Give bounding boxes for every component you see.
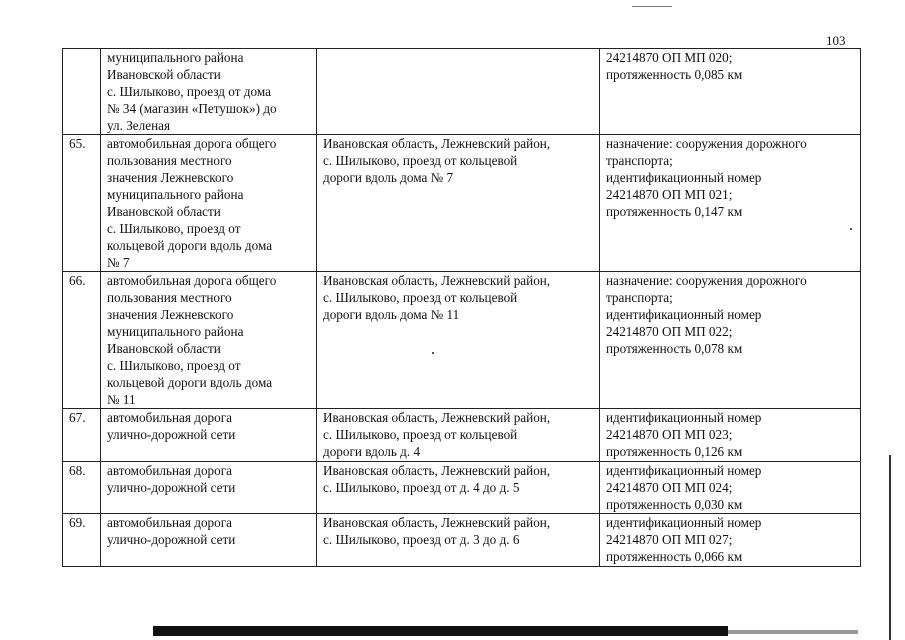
- road-name-line: пользования местного: [107, 290, 232, 305]
- road-name-line: автомобильная дорога общего: [107, 136, 277, 151]
- road-name-cell: [101, 49, 317, 135]
- description-line: идентификационный номер: [606, 307, 762, 322]
- road-name-line: улично-дорожной сети: [107, 532, 236, 547]
- road-name-cell: [101, 409, 317, 462]
- location-cell: [317, 514, 600, 567]
- description-cell: [600, 135, 861, 272]
- location-line: дороги вдоль д. 4: [323, 444, 421, 459]
- table-row: [63, 135, 861, 272]
- description-line: протяженность 0,066 км: [606, 549, 743, 564]
- road-name-line: значения Лежневского: [107, 170, 234, 185]
- row-number: 67.: [63, 409, 101, 462]
- description-line: идентификационный номер: [606, 515, 762, 530]
- road-name-line: муниципального района: [107, 187, 244, 202]
- description-line: протяженность 0,030 км: [606, 497, 743, 512]
- location-line: Ивановская область, Лежневский район,: [323, 410, 551, 425]
- description-line: 24214870 ОП МП 024;: [606, 480, 733, 495]
- description-cell: [600, 462, 861, 514]
- road-name-line: ул. Зеленая: [107, 118, 171, 133]
- location-cell: [317, 409, 600, 462]
- scan-speck: [432, 352, 434, 354]
- description-cell: [600, 409, 861, 462]
- table-row: [63, 272, 861, 409]
- location-cell: [317, 135, 600, 272]
- scan-artifact-line: [632, 6, 672, 7]
- road-name-line: автомобильная дорога общего: [107, 273, 277, 288]
- road-name-line: автомобильная дорога: [107, 515, 233, 530]
- road-name-line: автомобильная дорога: [107, 463, 233, 478]
- location-line: Ивановская область, Лежневский район,: [323, 515, 551, 530]
- road-name-cell: [101, 462, 317, 514]
- description-line: 24214870 ОП МП 021;: [606, 187, 733, 202]
- road-name-line: с. Шилыково, проезд от дома: [107, 84, 271, 99]
- table-row: [63, 514, 861, 567]
- road-name-line: муниципального района: [107, 324, 244, 339]
- road-registry-table: [62, 48, 861, 567]
- description-line: назначение: сооружения дорожного: [606, 273, 807, 288]
- road-name-cell: [101, 514, 317, 567]
- road-name-line: значения Лежневского: [107, 307, 234, 322]
- road-name-line: кольцевой дороги вдоль дома: [107, 375, 273, 390]
- road-name-cell: [101, 272, 317, 409]
- road-name-line: № 11: [107, 392, 136, 407]
- description-line: идентификационный номер: [606, 463, 762, 478]
- location-line: Ивановская область, Лежневский район,: [323, 463, 551, 478]
- road-name-line: Ивановской области: [107, 341, 221, 356]
- scan-right-edge: [889, 455, 891, 640]
- road-name-line: улично-дорожной сети: [107, 427, 236, 442]
- location-line: Ивановская область, Лежневский район,: [323, 136, 551, 151]
- road-name-line: кольцевой дороги вдоль дома: [107, 238, 273, 253]
- description-line: 24214870 ОП МП 022;: [606, 324, 733, 339]
- location-cell: [317, 49, 600, 135]
- description-cell: [600, 514, 861, 567]
- description-line: протяженность 0,078 км: [606, 341, 743, 356]
- road-name-line: муниципального района: [107, 50, 244, 65]
- table-row: [63, 462, 861, 514]
- road-name-line: пользования местного: [107, 153, 232, 168]
- location-line: с. Шилыково, проезд от кольцевой: [323, 153, 518, 168]
- row-number: 65.: [63, 135, 101, 272]
- scan-bottom-edge: [153, 626, 728, 636]
- description-line: протяженность 0,147 км: [606, 204, 743, 219]
- description-line: идентификационный номер: [606, 410, 762, 425]
- road-name-line: Ивановской области: [107, 67, 221, 82]
- location-line: Ивановская область, Лежневский район,: [323, 273, 551, 288]
- road-name-cell: [101, 135, 317, 272]
- location-line: с. Шилыково, проезд от д. 3 до д. 6: [323, 532, 520, 547]
- road-name-line: с. Шилыково, проезд от: [107, 221, 241, 236]
- road-name-line: улично-дорожной сети: [107, 480, 236, 495]
- description-line: протяженность 0,085 км: [606, 67, 743, 82]
- description-line: назначение: сооружения дорожного: [606, 136, 807, 151]
- description-line: 24214870 ОП МП 023;: [606, 427, 733, 442]
- description-line: протяженность 0,126 км: [606, 444, 743, 459]
- page-number: 103: [826, 33, 846, 48]
- road-name-line: автомобильная дорога: [107, 410, 233, 425]
- location-cell: [317, 462, 600, 514]
- description-line: транспорта;: [606, 290, 673, 305]
- description-line: 24214870 ОП МП 027;: [606, 532, 733, 547]
- row-number: 66.: [63, 272, 101, 409]
- location-line: дороги вдоль дома № 11: [323, 307, 460, 322]
- road-name-line: № 34 (магазин «Петушок») до: [107, 101, 277, 116]
- road-name-line: № 7: [107, 255, 130, 270]
- location-line: с. Шилыково, проезд от д. 4 до д. 5: [323, 480, 520, 495]
- location-line: дороги вдоль дома № 7: [323, 170, 454, 185]
- row-number: 68.: [63, 462, 101, 514]
- location-cell: [317, 272, 600, 409]
- row-number: [63, 49, 101, 135]
- road-name-line: Ивановской области: [107, 204, 221, 219]
- table-body: [63, 49, 861, 567]
- description-cell: [600, 49, 861, 135]
- scan-speck: [850, 228, 852, 230]
- scan-bottom-edge-fade: [728, 630, 858, 634]
- table-row: [63, 49, 861, 135]
- location-line: с. Шилыково, проезд от кольцевой: [323, 290, 518, 305]
- row-number: 69.: [63, 514, 101, 567]
- description-cell: [600, 272, 861, 409]
- location-line: с. Шилыково, проезд от кольцевой: [323, 427, 518, 442]
- description-line: 24214870 ОП МП 020;: [606, 50, 733, 65]
- description-line: транспорта;: [606, 153, 673, 168]
- table-row: [63, 409, 861, 462]
- road-name-line: с. Шилыково, проезд от: [107, 358, 241, 373]
- description-line: идентификационный номер: [606, 170, 762, 185]
